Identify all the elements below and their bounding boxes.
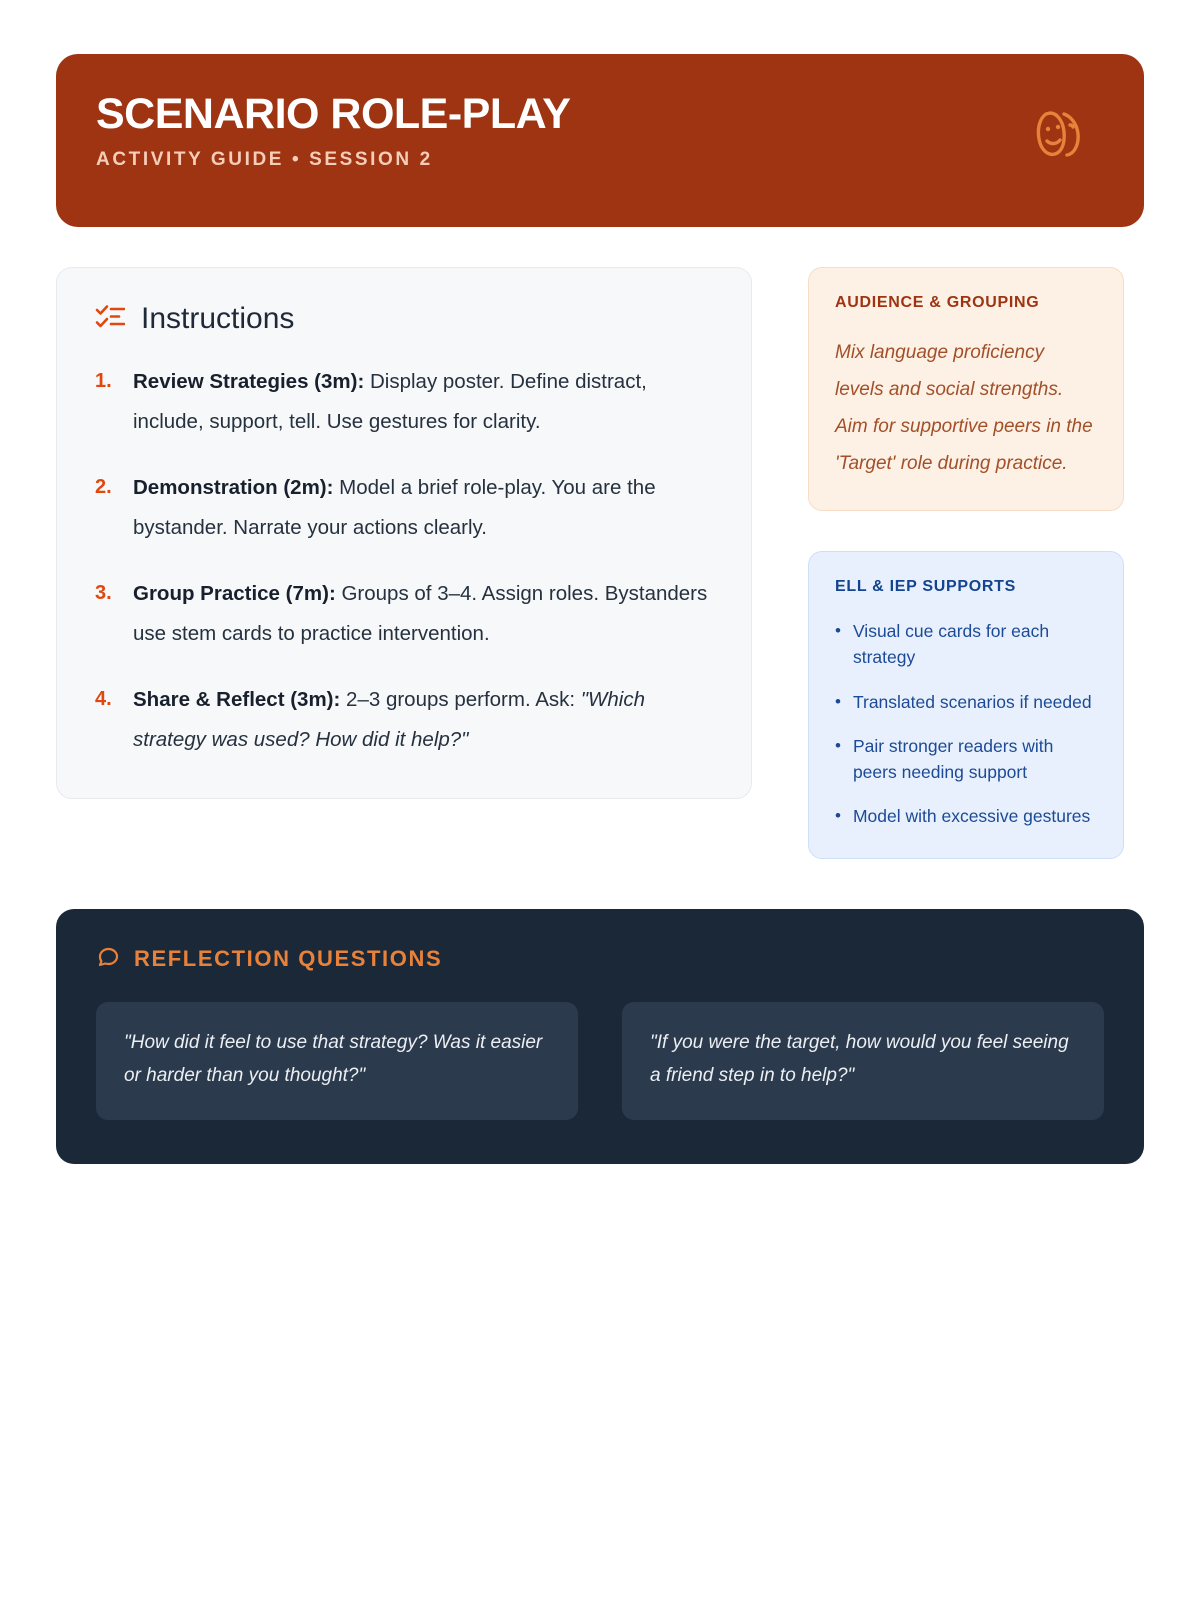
reflection-question-card: "If you were the target, how would you feel seeing a friend step in to help?" — [622, 1002, 1104, 1121]
instructions-card — [56, 267, 752, 799]
bullet-icon: • — [835, 691, 841, 711]
supports-list — [835, 618, 1097, 830]
list-item — [95, 362, 713, 442]
step-text — [133, 680, 713, 760]
header-text-block — [96, 92, 570, 171]
step-label: Demonstration (2m): — [133, 475, 334, 499]
step-quote: "Which strategy was used? How did it help?" — [133, 687, 646, 751]
list-item — [95, 574, 713, 654]
step-number: 3. — [95, 581, 112, 604]
left-column — [56, 267, 752, 859]
supports-title: ELL & IEP SUPPORTS — [835, 578, 1016, 596]
right-column — [808, 267, 1124, 859]
step-number: 1. — [95, 370, 112, 392]
reflection-question-grid — [96, 1002, 1104, 1121]
step-body: 2–3 groups perform. Ask: — [340, 687, 581, 711]
theater-masks-icon — [1022, 98, 1094, 175]
list-item — [95, 468, 713, 548]
support-text: Model with excessive gestures — [852, 806, 1091, 827]
checklist-icon — [95, 304, 125, 335]
instructions-header — [95, 302, 713, 336]
page-title: SCENARIO ROLE-PLAY — [96, 90, 571, 138]
step-text — [133, 574, 713, 654]
step-body: Display poster. Define distract, include, support, tell. Use gestures for clarity. — [133, 370, 647, 433]
list-item — [95, 680, 713, 760]
ell-iep-supports-card — [808, 551, 1124, 859]
list-item — [835, 733, 1097, 786]
list-item — [835, 689, 1097, 715]
bullet-icon: • — [835, 735, 841, 755]
step-label: Group Practice (7m): — [133, 581, 336, 605]
step-text — [133, 468, 713, 548]
reflection-question-card: "How did it feel to use that strategy? Was it easier or harder than you thought?" — [96, 1002, 578, 1121]
step-body: Groups of 3–4. Assign roles. Bystanders use stem cards to practice intervention. — [133, 581, 708, 645]
instructions-title: Instructions — [141, 302, 295, 335]
page-header — [56, 54, 1144, 227]
audience-grouping-card — [808, 267, 1124, 511]
step-number: 2. — [95, 475, 112, 498]
reflection-title: REFLECTION QUESTIONS — [134, 946, 443, 972]
step-number: 4. — [95, 687, 112, 710]
bullet-icon: • — [835, 806, 841, 826]
audience-title: AUDIENCE & GROUPING — [835, 294, 1040, 311]
step-label: Share & Reflect (3m): — [133, 687, 341, 711]
reflection-header — [96, 945, 1104, 974]
support-text: Visual cue cards for each strategy — [852, 621, 1050, 668]
support-text: Pair stronger readers with peers needing support — [852, 735, 1054, 783]
bullet-icon: • — [835, 621, 841, 641]
page-subtitle: ACTIVITY GUIDE • SESSION 2 — [96, 149, 433, 171]
list-item — [835, 618, 1097, 671]
instructions-step-list — [95, 362, 713, 760]
speech-bubble-icon — [96, 945, 120, 974]
audience-text: Mix language proficiency levels and social strengths. Aim for supportive peers in the 'Target' role during practice. — [835, 342, 1093, 475]
support-text: Translated scenarios if needed — [852, 691, 1092, 712]
step-text — [133, 362, 713, 442]
step-label: Review Strategies (3m): — [133, 370, 365, 393]
reflection-questions-panel — [56, 909, 1144, 1165]
list-item — [835, 803, 1097, 829]
content-grid — [56, 267, 1144, 859]
step-body: Model a brief role-play. You are the bystander. Narrate your actions clearly. — [133, 475, 656, 539]
